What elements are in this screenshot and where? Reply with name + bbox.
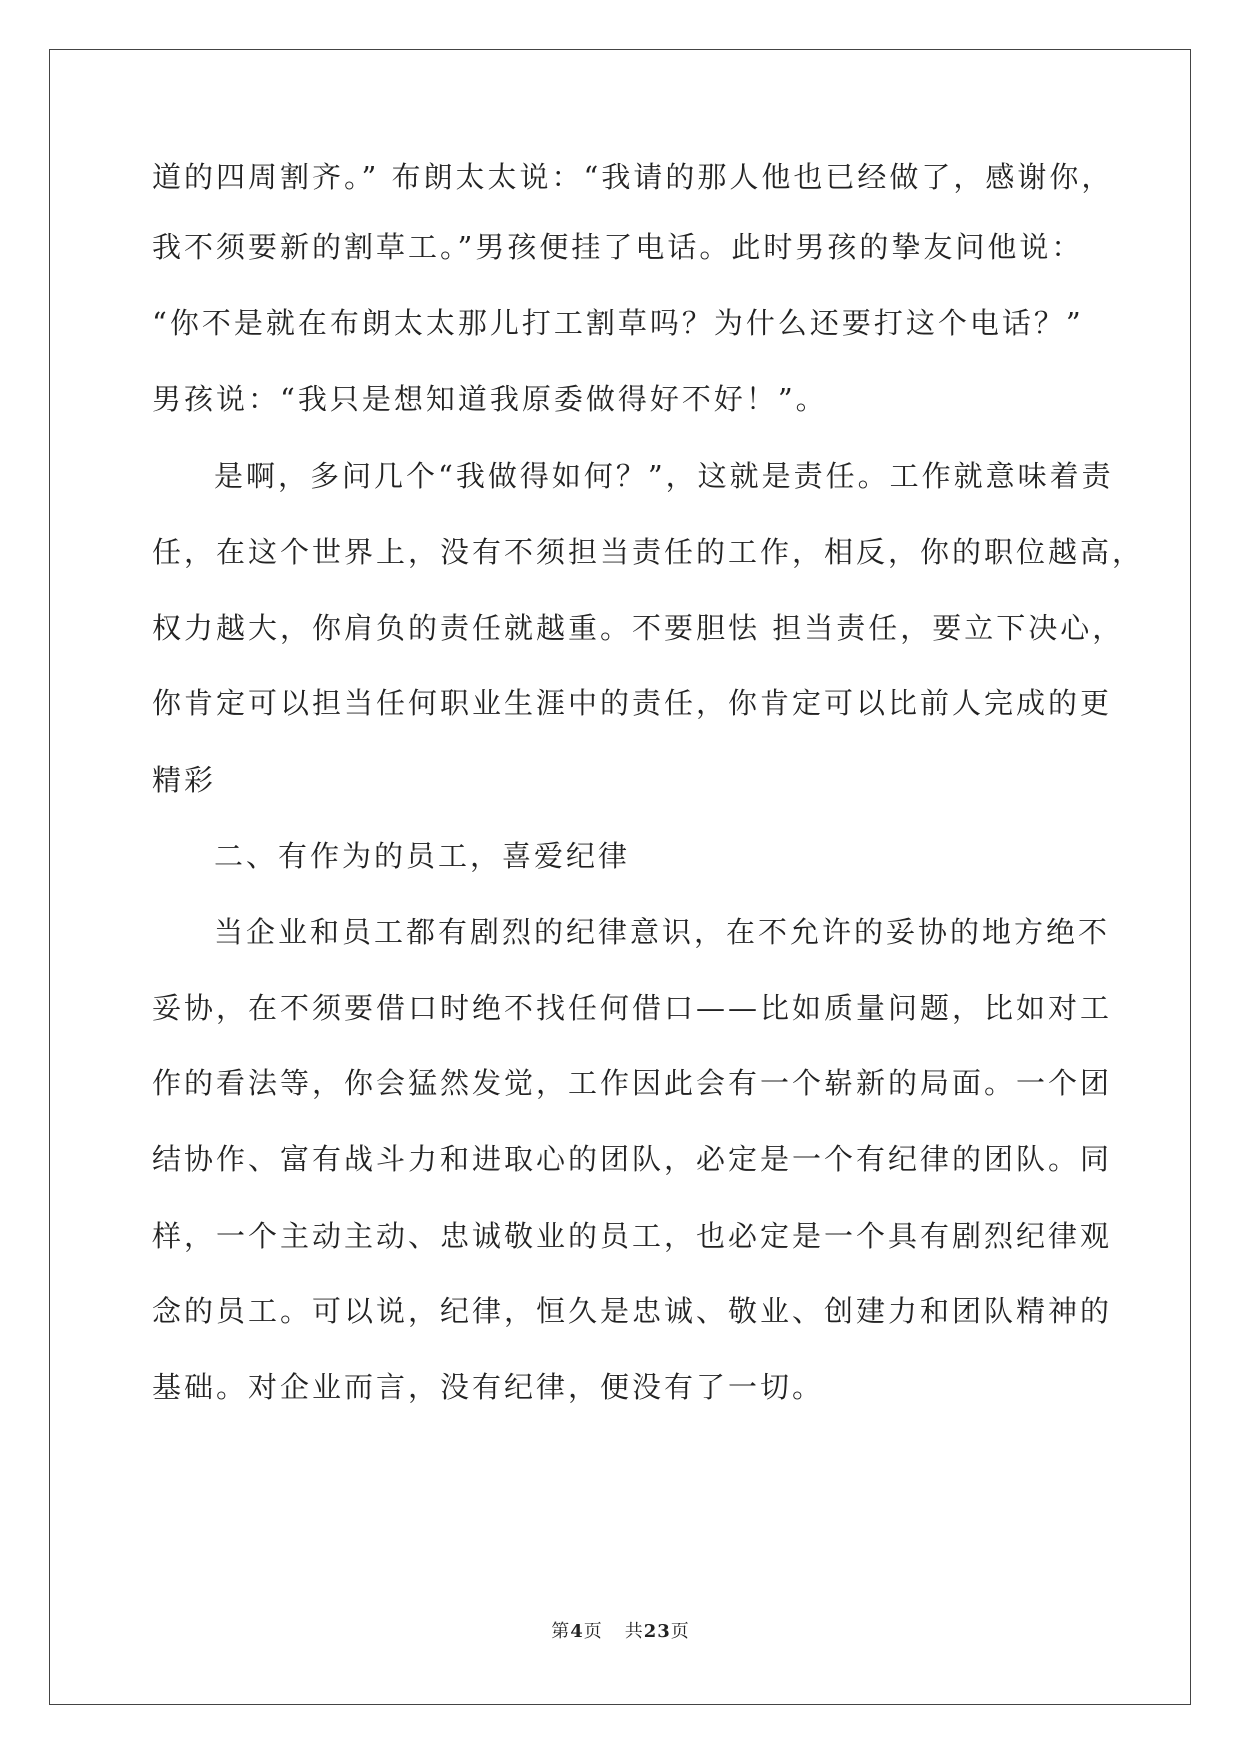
body-text-line: 任，在这个世界上，没有不须担当责任的工作，相反，你的职位越高，: [152, 535, 1145, 569]
body-text-line: 作的看法等，你会猛然发觉，工作因此会有一个崭新的局面。一个团: [152, 1066, 1113, 1100]
body-text-line: 妥协，在不须要借口时绝不找任何借口——比如质量问题，比如对工: [152, 991, 1113, 1025]
body-text-line: 结协作、富有战斗力和进取心的团队，必定是一个有纪律的团队。同: [152, 1142, 1113, 1176]
body-text-line: 道的四周割齐。” 布朗太太说：“我请的那人他也已经做了，感谢你，: [152, 160, 1114, 194]
body-text-line: 样，一个主动主动、忠诚敬业的员工，也必定是一个具有剧烈纪律观: [152, 1219, 1113, 1253]
body-text-line: 精彩: [152, 763, 217, 797]
page-suffix: 页: [583, 1621, 603, 1642]
page-number: 4: [570, 1621, 584, 1642]
page-border: [49, 49, 1191, 1705]
page-prefix: 第: [551, 1621, 571, 1642]
page-footer: [0, 1620, 1241, 1644]
total-prefix: 共: [624, 1621, 644, 1642]
body-text-line: 男孩说：“我只是想知道我原委做得好不好！”。: [152, 382, 828, 416]
paragraph-first-line: 是啊，多问几个“我做得如何？”，这就是责任。工作就意味着责: [214, 459, 1114, 493]
body-text-line: 你肯定可以担当任何职业生涯中的责任，你肯定可以比前人完成的更: [152, 686, 1113, 720]
body-text-line: 我不须要新的割草工。”男孩便挂了电话。此时男孩的挚友问他说：: [152, 230, 1084, 264]
body-text-line: 基础。对企业而言，没有纪律，便没有了一切。: [152, 1370, 825, 1404]
body-text-line: “你不是就在布朗太太那儿打工割草吗？为什么还要打这个电话？”: [152, 306, 1084, 340]
section-heading: 二、有作为的员工，喜爱纪律: [214, 839, 631, 873]
total-suffix: 页: [670, 1621, 690, 1642]
paragraph-first-line: 当企业和员工都有剧烈的纪律意识，在不允许的妥协的地方绝不: [214, 915, 1111, 949]
body-text-line: 念的员工。可以说，纪律，恒久是忠诚、敬业、创建力和团队精神的: [152, 1294, 1113, 1328]
body-text-line: 权力越大，你肩负的责任就越重。不要胆怯 担当责任，要立下决心，: [152, 611, 1125, 645]
total-pages: 23: [643, 1621, 671, 1642]
